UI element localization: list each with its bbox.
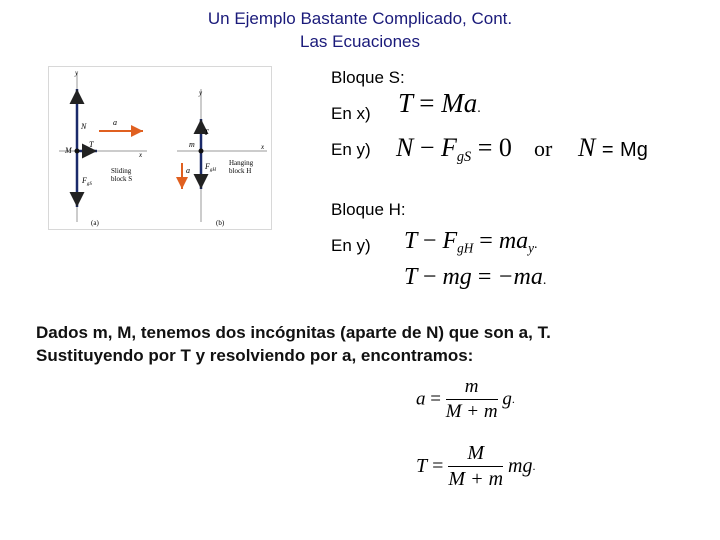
- slide-subtitle: Las Ecuaciones: [299, 32, 421, 51]
- panel-b-x-label: x: [261, 143, 265, 151]
- bloque-s-heading: Bloque S:: [331, 68, 405, 87]
- result-T-equation: T = $\frac{M}{M + m}$ mg.: [416, 442, 536, 490]
- bloque-s-y-equation: $N - F_{gS} = 0$: [396, 133, 512, 165]
- result-T-fraction: $\frac{M}{M + m}$: [448, 442, 504, 490]
- panel-b-T-label: T: [204, 128, 209, 137]
- panel-a-T-label: T: [89, 140, 94, 149]
- panel-a-caption-1: Sliding: [111, 167, 132, 175]
- panel-a-F-label: $F_{gS}$: [82, 176, 92, 187]
- bloque-s-y-equation-alt: N = Mg: [578, 133, 648, 162]
- bloque-s-x-equation: T = Ma.: [398, 88, 481, 118]
- bloque-h-heading: Bloque H:: [331, 200, 406, 219]
- result-a-fraction: $\frac{m}{M + m}$: [445, 376, 498, 422]
- panel-a-N-label: N: [81, 122, 87, 131]
- panel-a-caption-2: block S: [111, 175, 133, 183]
- panel-b: [177, 89, 267, 227]
- bloque-h-y-label: En y): [331, 236, 371, 255]
- free-body-diagram-svg: [49, 67, 271, 229]
- panel-b-F-label: $F_{gH}$: [205, 162, 217, 173]
- bloque-h-equation-2: T − mg = −ma.: [404, 264, 547, 290]
- panel-b-caption-1: Hanging: [229, 159, 254, 167]
- bloque-s-y-label: En y): [331, 140, 371, 159]
- panel-b-caption-2: block H: [229, 167, 252, 175]
- bloque-s-or-word: or: [534, 136, 553, 161]
- explanation-line-2: Sustituyendo por T y resolviendo por a, encontramos:: [36, 346, 474, 365]
- slide-title: Un Ejemplo Bastante Complicado, Cont.: [207, 9, 513, 28]
- bloque-h-equation-1: $T - F_{gH} = ma_y$.: [404, 228, 538, 256]
- panel-a-block-point: [75, 149, 80, 154]
- panel-b-block-point: [199, 149, 204, 154]
- panel-b-y-label: y: [199, 89, 203, 97]
- panel-b-a-label: a: [186, 166, 190, 175]
- panel-a-tag: (a): [91, 219, 99, 227]
- panel-a-M-label: M: [65, 146, 72, 155]
- bloque-s-x-label: En x): [331, 104, 371, 123]
- panel-a: [59, 69, 147, 227]
- panel-a-a-label: a: [113, 118, 117, 127]
- panel-a-x-label: x: [139, 151, 143, 159]
- explanation-line-1: Dados m, M, tenemos dos incógnitas (aparte de N) que son a, T.: [36, 323, 551, 342]
- result-a-equation: a = $\frac{m}{M + m}$ g.: [416, 376, 515, 422]
- panel-b-tag: (b): [216, 219, 225, 227]
- free-body-diagram: [48, 66, 272, 230]
- panel-b-m-label: m: [189, 140, 195, 149]
- panel-a-y-label: y: [75, 69, 79, 77]
